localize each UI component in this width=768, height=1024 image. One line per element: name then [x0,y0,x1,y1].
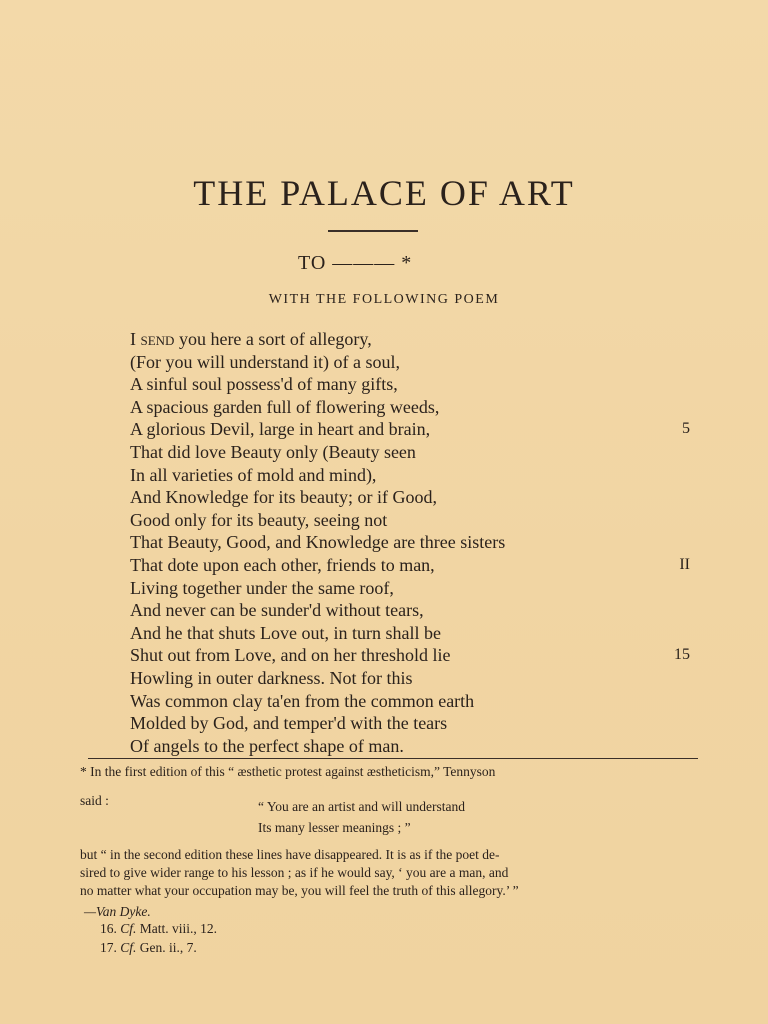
poem-line [130,622,710,645]
footnote-rule [88,758,698,759]
poem-line [130,441,710,464]
poem-line-text: And never can be sunder'd without tears, [130,600,424,621]
line-number: II [679,555,690,573]
footnote-line: said : [80,793,109,808]
poem-line [130,464,710,487]
poem-line-text: (For you will understand it) of a soul, [130,351,400,372]
page-title: THE PALACE OF ART [193,173,575,213]
poem-line-text: Howling in outer darkness. Not for this [130,667,413,688]
poem-line-text: In all varieties of mold and mind), [130,464,377,485]
note-reference: Gen. ii., 7. [139,940,197,955]
poem-line [130,554,710,577]
note-cf: Cf. [120,940,137,955]
dedication-heading: WITH THE FOLLOWING POEM [268,292,500,307]
footnote-note-16 [100,920,720,938]
poem-line-text: Of angels to the perfect shape of man. [130,735,404,756]
poem-line [130,509,710,532]
poem-line [130,373,710,396]
poem [130,328,710,757]
poem-line [130,735,710,758]
note-number: 17. [100,940,117,955]
poem-line [130,328,710,351]
poem-line-text: Good only for its beauty, seeing not [130,509,388,530]
poem-line-text: I send you here a sort of allegory, [130,329,372,349]
footnote-note-17 [100,939,720,957]
poem-line-text: Molded by God, and temper'd with the tears [130,713,448,734]
footnote-quote: Its many lesser meanings ; ” [258,820,411,835]
title-rule [328,230,418,232]
note-number: 16. [100,921,117,936]
poem-line [130,418,710,441]
poem-line-text: A spacious garden full of flowering weeds, [130,396,440,417]
poem-line-text: A glorious Devil, large in heart and brain, [130,419,431,440]
footnote-quote: “ You are an artist and will understand [258,799,465,814]
line-number: 5 [682,420,690,438]
note-reference: Matt. viii., 12. [139,921,218,936]
poem-line-text: A sinful soul possess'd of many gifts, [130,374,398,395]
poem-line [130,351,710,374]
poem-line-text: Living together under the same roof, [130,577,394,598]
poem-line [130,577,710,600]
footnote-attribution: —Van Dyke. [84,904,151,919]
poem-line-text: And Knowledge for its beauty; or if Good, [130,487,437,508]
note-cf: Cf. [120,921,137,936]
footnote-line: sired to give wider range to his lesson ; as if he would say, ‘ you are a man, and [80,865,509,880]
poem-line [130,486,710,509]
poem-line-text: And he that shuts Love out, in turn shall be [130,622,441,643]
poem-line [130,531,710,554]
poem-line [130,712,710,735]
poem-line [130,396,710,419]
footnote-line: no matter what your occupation may be, you will feel the truth of this allegory.’ ” [80,883,519,898]
poem-line-text: That did love Beauty only (Beauty seen [130,441,416,462]
poem-line [130,690,710,713]
poem-line-text: That dote upon each other, friends to man, [130,554,435,575]
footnote-line: but “ in the second edition these lines have disappeared. It is as if the poet de- [80,847,500,862]
to-line: TO ——— * [298,252,413,274]
poem-line [130,599,710,622]
footnote-line: * In the first edition of this “ æsthetic protest against æstheticism,” Tennyson [80,764,496,779]
poem-line-text: Was common clay ta'en from the common earth [130,690,475,711]
poem-line-text: That Beauty, Good, and Knowledge are three sisters [130,532,506,553]
poem-line [130,644,710,667]
poem-line [130,667,710,690]
poem-line-text: Shut out from Love, and on her threshold lie [130,645,451,666]
line-number: 15 [674,646,690,664]
